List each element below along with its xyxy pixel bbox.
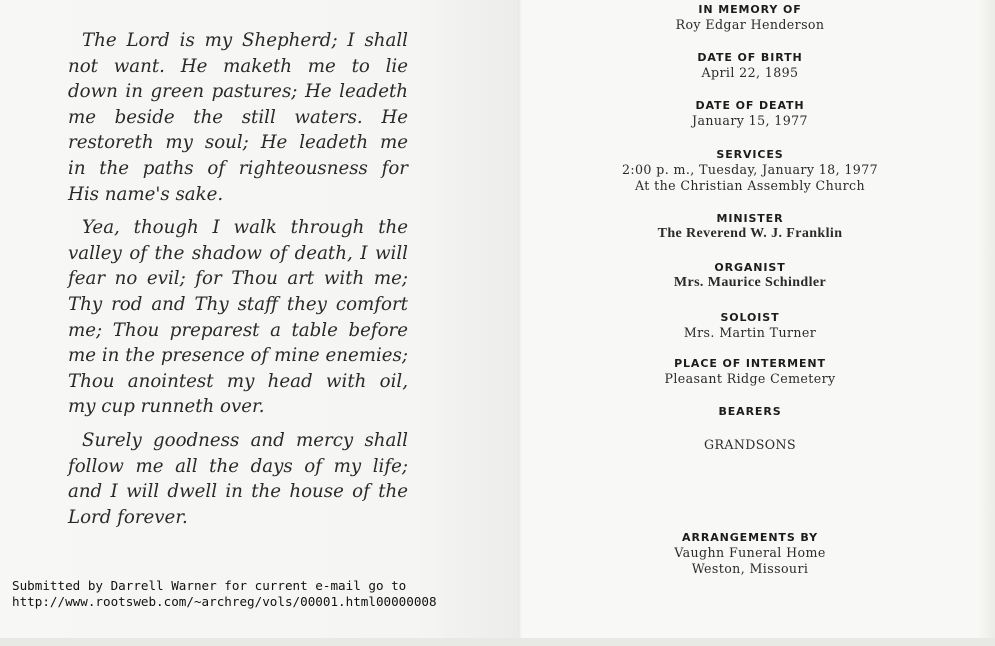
section-heading: SERVICES <box>716 148 784 161</box>
in-memory-section <box>560 3 940 33</box>
psalm-line: restoreth my soul; He leadeth me <box>68 132 408 154</box>
section-heading: PLACE OF INTERMENT <box>674 357 826 370</box>
birth-section <box>560 51 940 81</box>
psalm-paragraph <box>68 428 408 530</box>
section-heading: DATE OF BIRTH <box>697 51 803 64</box>
section-heading: BEARERS <box>718 405 782 418</box>
psalm-line: Thou anointest my head with oil, <box>68 370 408 392</box>
psalm-line: Yea, though I walk through the <box>82 217 408 239</box>
psalm-line: Lord forever. <box>68 506 188 528</box>
psalm-paragraph <box>68 28 408 207</box>
bearers-value: GRANDSONS <box>704 437 796 452</box>
psalm-line: follow me all the days of my life; <box>68 455 408 477</box>
funeral-home: Vaughn Funeral Home <box>674 545 826 560</box>
arrangements-section <box>560 531 940 577</box>
organist-name: Mrs. Maurice Schindler <box>673 275 827 290</box>
submission-note <box>12 578 437 610</box>
submission-note-text: Submitted by Darrell Warner for current e-mail go to <box>12 578 407 593</box>
psalm-line: me beside the still waters. He <box>68 106 408 128</box>
deceased-name: Roy Edgar Henderson <box>675 17 825 32</box>
funeral-home-location: Weston, Missouri <box>691 561 809 576</box>
service-location: At the Christian Assembly Church <box>635 178 865 193</box>
psalm-line: valley of the shadow of death, I will <box>68 242 408 264</box>
psalm-paragraph <box>68 215 408 420</box>
soloist-section <box>560 311 940 341</box>
death-section <box>560 99 940 129</box>
cemetery-name: Pleasant Ridge Cemetery <box>664 371 836 386</box>
submission-url[interactable]: http://www.rootsweb.com/~archreg/vols/00001.html00000008 <box>12 594 437 609</box>
psalm-23-text <box>68 28 408 538</box>
psalm-line: down in green pastures; He leadeth <box>68 81 408 103</box>
death-date: January 15, 1977 <box>692 113 808 128</box>
psalm-line: Thy rod and Thy staff they comfort <box>68 293 408 315</box>
minister-section <box>560 212 940 242</box>
minister-name: The Reverend W. J. Franklin <box>657 226 843 241</box>
interment-section <box>560 357 940 387</box>
psalm-line: not want. He maketh me to lie <box>68 55 408 77</box>
section-heading: IN MEMORY OF <box>698 3 802 16</box>
psalm-line: fear no evil; for Thou art with me; <box>68 268 408 290</box>
psalm-line: Surely goodness and mercy shall <box>82 429 408 451</box>
section-heading: ORGANIST <box>714 261 786 274</box>
section-heading: ARRANGEMENTS BY <box>682 531 818 544</box>
section-heading: MINISTER <box>716 212 784 225</box>
paper-bottom-edge <box>0 638 995 646</box>
paper-edge-shadow <box>977 0 995 646</box>
section-heading: DATE OF DEATH <box>695 99 805 112</box>
psalm-line: The Lord is my Shepherd; I shall <box>82 30 408 51</box>
psalm-line: in the paths of righteousness for <box>68 157 408 179</box>
soloist-name: Mrs. Martin Turner <box>683 325 817 340</box>
psalm-line: His name's sake. <box>68 183 224 205</box>
section-heading: SOLOIST <box>720 311 780 324</box>
service-time: 2:00 p. m., Tuesday, January 18, 1977 <box>621 162 879 177</box>
psalm-line: me; Thou preparest a table before <box>68 319 408 341</box>
organist-section <box>560 261 940 291</box>
psalm-line: and I will dwell in the house of the <box>68 481 408 503</box>
services-section <box>560 148 940 194</box>
psalm-line: me in the presence of mine enemies; <box>68 345 408 367</box>
psalm-line: my cup runneth over. <box>68 396 265 418</box>
bearers-value-section <box>560 437 940 453</box>
birth-date: April 22, 1895 <box>701 65 799 80</box>
bearers-section <box>560 405 940 419</box>
